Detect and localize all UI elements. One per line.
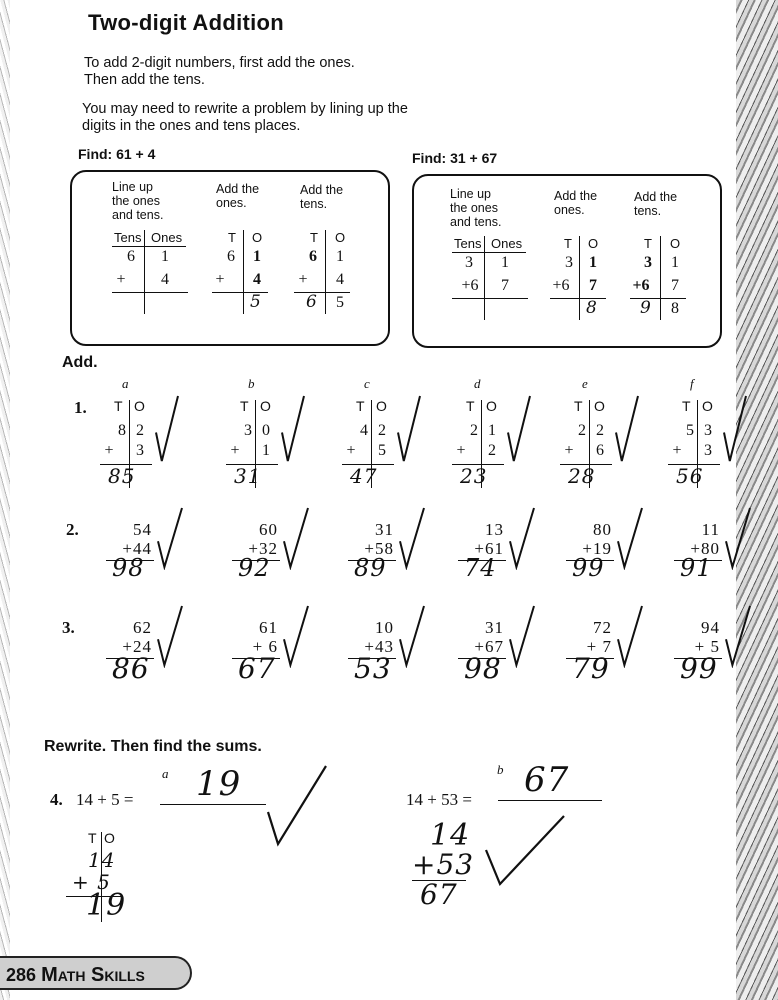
plus-sign: + [104,442,114,459]
digit: 2 [378,422,386,439]
checkmark-icon [398,506,426,570]
o-header: O [588,236,599,251]
addend-top: 11 [701,520,720,539]
addend-bottom: +67 [474,637,504,656]
checkmark-icon [506,394,532,464]
digit: 0 [262,422,270,439]
tens-header: Tens [114,230,142,245]
digit: 6 [127,248,135,265]
row-4-number: 4. [50,790,63,809]
handwritten-answer: 86 [112,652,150,685]
addend-top: 54 [133,520,152,539]
photo-edge-left [0,0,10,1000]
label-b: b [497,762,504,777]
step-2-text: Add the ones. [216,182,260,210]
handwritten-answer: 98 [112,554,145,582]
example-2-find: Find: 31 + 67 [412,150,498,166]
o-header: O [252,230,263,245]
rewrite-heading: Rewrite. Then find the sums. [44,738,262,755]
handwritten-digit: 6 [306,292,318,312]
rule [144,230,145,314]
column-label: f [690,376,694,391]
ones-header: Ones [151,230,183,245]
work-top: 14 [88,848,116,872]
checkmark-icon [614,394,640,464]
handwritten-digit: 9 [640,298,652,318]
digit: 1 [488,422,496,439]
digit: 3 [136,442,144,459]
rule [484,236,485,320]
plus-sign: + [215,271,225,288]
digit: 3 [704,442,712,459]
answer-line [498,800,602,801]
column-label: a [122,376,129,391]
checkmark-icon [262,760,332,850]
checkmark-icon [156,604,184,668]
t-header: T [240,398,249,414]
plus-sign: + [564,442,574,459]
problem-4b-expression: 14 + 53 = [406,790,472,809]
checkmark-icon [616,604,644,668]
intro-line: digits in the ones and tens places. [82,118,301,134]
t-header: T [682,398,691,414]
handwritten-answer: 85 [108,464,136,488]
work-top: 14 [430,818,471,853]
digit: 4 [360,422,368,439]
handwritten-answer: 89 [354,554,387,582]
checkmark-icon [724,506,752,570]
digit: 6 [596,442,604,459]
digit: 6 [227,248,235,265]
addend-top: 60 [259,520,278,539]
digit: 7 [501,277,509,294]
page-title: Two-digit Addition [88,10,284,35]
checkmark-icon [482,810,568,890]
o-header: O [335,230,346,245]
handwritten-digit: 8 [586,298,598,318]
book-title: Math Skills [41,964,145,986]
column-label: c [364,376,370,391]
digit: 1 [262,442,270,459]
example-1-find: Find: 61 + 4 [78,146,156,162]
digit: 2 [596,422,604,439]
t-header: T [356,398,365,414]
handwritten-answer: 47 [350,464,378,488]
answer-4a: 19 [196,764,242,804]
checkmark-icon [280,394,306,464]
digit: 3 [244,422,252,439]
work-o-header: O [104,830,115,846]
addend-bottom: +24 [122,637,152,656]
problem-4a-expression: 14 + 5 = [76,790,134,809]
rule [579,236,580,320]
step-2-text: Add the ones. [554,189,598,217]
digit: 7 [671,277,679,294]
addend-bottom: +43 [364,637,394,656]
digit: 3 [565,254,573,271]
intro-paragraph-1 [84,55,355,89]
step-1-text: Line up the ones and tens. [450,187,502,229]
digit: 8 [671,300,679,317]
handwritten-answer: 56 [676,464,704,488]
checkmark-icon [396,394,422,464]
digit: 1 [501,254,509,271]
o-header: O [670,236,681,251]
o-header: O [702,398,713,414]
digit: 5 [686,422,694,439]
intro-paragraph-2 [82,101,408,135]
checkmark-icon [508,506,536,570]
addend-bottom: + 6 [252,637,278,656]
addend-tens: +6 [461,277,479,294]
digit: 2 [136,422,144,439]
addend-bottom: +32 [248,539,278,558]
row-1-number: 1. [74,398,87,417]
step-1-text: Line up the ones and tens. [112,180,164,222]
addend-bottom: +61 [474,539,504,558]
column-label: e [582,376,588,391]
addend-tens: +6 [552,277,570,294]
rule [630,298,686,299]
digit: 1 [161,248,169,265]
checkmark-icon [154,394,180,464]
checkmark-icon [282,604,310,668]
label-a: a [162,766,169,781]
o-header: O [594,398,605,414]
t-header: T [228,230,236,245]
rule [325,230,326,314]
work-sum: 19 [86,888,127,923]
handwritten-answer: 23 [460,464,488,488]
plus-sign: + [346,442,356,459]
plus-sign: + [298,271,308,288]
handwritten-answer: 74 [464,554,497,582]
addend-top: 13 [485,520,504,539]
addend-tens: +6 [632,277,650,294]
plus-sign: + [456,442,466,459]
o-header: O [134,398,145,414]
o-header: O [376,398,387,414]
column-label: d [474,376,481,391]
o-header: O [260,398,271,414]
page-footer [0,956,192,990]
digit: 6 [309,248,317,265]
rule [243,230,244,314]
example-1-box [70,170,390,346]
addend-bottom: +58 [364,539,394,558]
checkmark-icon [508,604,536,668]
plus-sign: + [116,271,126,288]
digit: 1 [253,248,261,265]
t-header: T [114,398,123,414]
intro-line: To add 2-digit numbers, first add the ones. [84,55,355,71]
digit: 1 [589,254,597,271]
step-3-text: Add the tens. [300,183,344,211]
intro-line: You may need to rewrite a problem by lining up the [82,101,408,117]
checkmark-icon [724,604,752,668]
handwritten-answer: 92 [238,554,271,582]
handwritten-answer: 99 [680,652,718,685]
addend-top: 72 [593,618,612,637]
addend-top: 61 [259,618,278,637]
rule [112,246,186,247]
addend-top: 31 [375,520,394,539]
handwritten-answer: 91 [680,554,713,582]
add-heading: Add. [62,354,98,371]
handwritten-answer: 98 [464,652,502,685]
work-bottom: +53 [412,848,475,881]
digit: 5 [336,294,344,311]
answer-4b: 67 [524,760,570,800]
addend-bottom: + 5 [694,637,720,656]
row-3-number: 3. [62,618,75,637]
work-t-header: T [88,830,97,846]
rule [112,292,188,293]
digit: 2 [470,422,478,439]
o-header: O [486,398,497,414]
answer-line [160,804,266,805]
addend-bottom: + 7 [586,637,612,656]
rule [294,292,350,293]
addend-top: 62 [133,618,152,637]
checkmark-icon [616,506,644,570]
digit: 5 [378,442,386,459]
rule [452,252,526,253]
handwritten-digit: 5 [250,292,262,312]
step-3-text: Add the tens. [634,190,678,218]
addend-bottom: +19 [582,539,612,558]
checkmark-icon [282,506,310,570]
checkmark-icon [722,394,748,464]
addend-top: 31 [485,618,504,637]
tens-header: Tens [454,236,482,251]
t-header: T [574,398,583,414]
t-header: T [564,236,572,251]
t-header: T [644,236,652,251]
rule [452,298,528,299]
example-2-box [412,174,722,348]
addend-top: 10 [375,618,394,637]
column-label: b [248,376,255,391]
handwritten-answer: 99 [572,554,605,582]
digit: 4 [161,271,169,288]
digit: 1 [671,254,679,271]
checkmark-icon [156,506,184,570]
digit: 3 [465,254,473,271]
addend-top: 94 [701,618,720,637]
handwritten-answer: 79 [572,652,610,685]
work-sum: 67 [420,878,458,911]
row-2-number: 2. [66,520,79,539]
handwritten-answer: 31 [234,464,262,488]
digit: 2 [488,442,496,459]
digit: 4 [336,271,344,288]
ones-header: Ones [491,236,523,251]
plus-sign: + [672,442,682,459]
handwritten-answer: 67 [238,652,276,685]
digit: 7 [589,277,597,294]
t-header: T [466,398,475,414]
photo-edge-right [736,0,778,1000]
digit: 8 [118,422,126,439]
rule [660,236,661,320]
digit: 3 [704,422,712,439]
work-bottom: + 5 [72,870,111,894]
digit: 2 [578,422,586,439]
digit: 3 [644,254,652,271]
t-header: T [310,230,318,245]
addend-bottom: +80 [690,539,720,558]
digit: 1 [336,248,344,265]
page-number: 286 [6,965,37,985]
digit: 4 [253,271,261,288]
intro-line: Then add the tens. [84,72,205,88]
handwritten-answer: 28 [568,464,596,488]
addend-top: 80 [593,520,612,539]
plus-sign: + [230,442,240,459]
handwritten-answer: 53 [354,652,392,685]
checkmark-icon [398,604,426,668]
addend-bottom: +44 [122,539,152,558]
